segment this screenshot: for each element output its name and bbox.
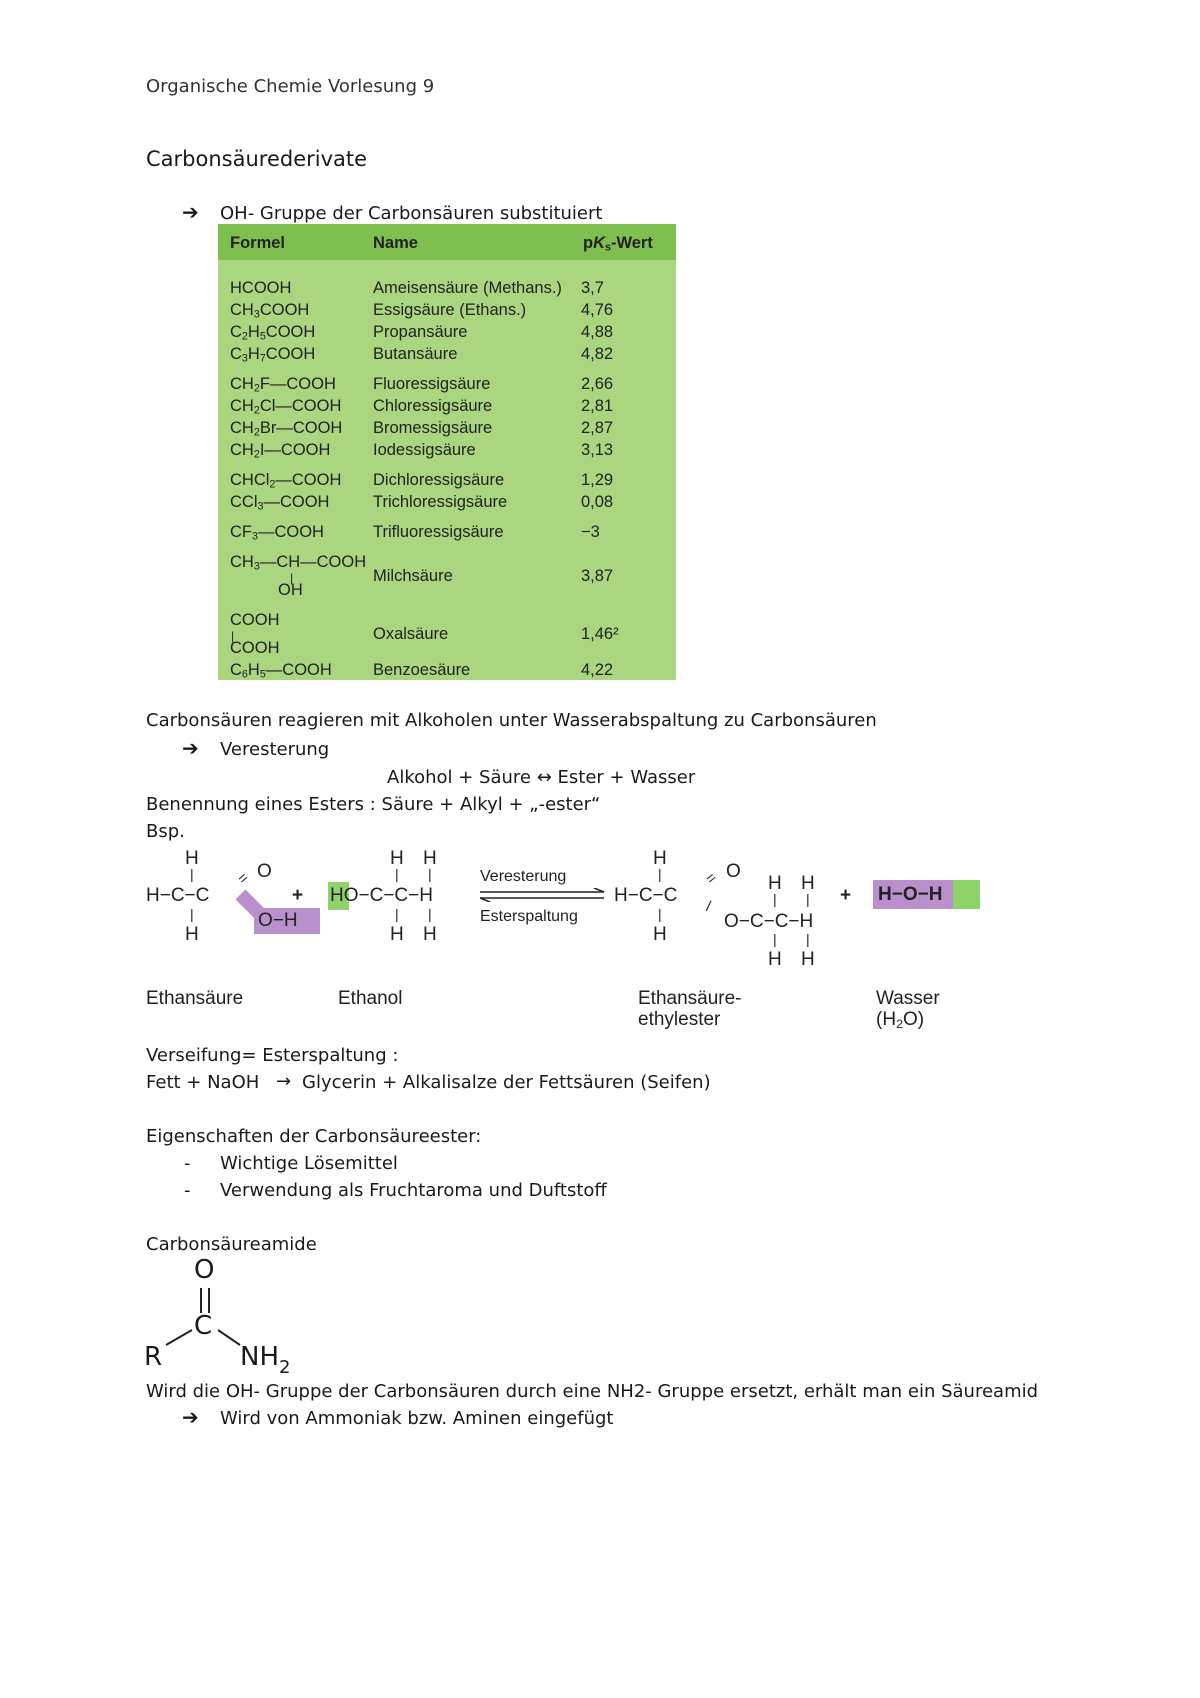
water-h-highlight <box>953 880 980 909</box>
section-title: Carbonsäurederivate <box>146 147 368 171</box>
table-row-name: Dichloressigsäure <box>373 471 505 489</box>
col-header-formel: Formel <box>230 234 286 252</box>
table-row-name: Benzoesäure <box>373 661 471 679</box>
fett-right: Glycerin + Alkalisalze der Fettsäuren (Seifen) <box>302 1072 711 1093</box>
table-row-formel: $C_2H_5COOH$ <box>230 323 316 343</box>
table-row-pks: 2,66 <box>581 375 614 393</box>
arrow-bullet-icon: ➔ <box>182 736 199 760</box>
bond-vertical: | <box>658 866 662 882</box>
label-ester-2: ethylester <box>638 1009 721 1030</box>
dash-bullet-icon: - <box>184 1180 191 1201</box>
amide-nh: NH <box>240 1342 279 1372</box>
label-wasser: Wasser <box>876 988 940 1009</box>
table-row-formel: $C_3H_7COOH$ <box>230 345 316 365</box>
bullet-text-2: Veresterung <box>220 739 330 760</box>
table-row-name: Milchsäure <box>373 567 453 585</box>
eigenschaft-item: Verwendung als Fruchtaroma und Duftstoff <box>220 1180 607 1201</box>
atom-o: O <box>726 861 741 882</box>
arrow-right-icon: → <box>276 1071 292 1092</box>
table-row-name: Propansäure <box>373 323 468 341</box>
table-row-pks: −3 <box>581 523 600 541</box>
bond-vertical: | <box>806 891 810 907</box>
table-row-formel: CCl$_3$—COOH <box>230 493 330 513</box>
atom-h: H <box>423 848 437 869</box>
table-row-formel: $CH_2Cl—COOH$ <box>230 397 342 417</box>
bullet-text-1: OH- Gruppe der Carbonsäuren substituiert <box>220 203 603 224</box>
acid-chain: H−C−C <box>146 885 210 906</box>
equation-text: Alkohol + Säure ↔ Ester + Wasser <box>387 767 696 788</box>
table-row-pks: 3,87 <box>581 567 614 585</box>
bond-vertical: | <box>428 906 432 922</box>
table-row-name: Iodessigsäure <box>373 441 476 459</box>
table-row-formel: HCOOH <box>230 279 292 297</box>
table-row-name: Trifluoressigsäure <box>373 523 504 541</box>
bond-vertical: | <box>190 906 194 922</box>
bond-vertical: | <box>190 866 194 882</box>
table-row-formel-oh: OH <box>278 581 303 599</box>
table-row-pks: 4,82 <box>581 345 614 363</box>
table-row-name: Oxalsäure <box>373 625 449 643</box>
col-header-pks: $pK_s$-Wert <box>583 234 653 254</box>
table-row-pks: 4,88 <box>581 323 614 341</box>
bullet-text-3: Wird von Ammoniak bzw. Aminen eingefügt <box>220 1408 614 1429</box>
atom-h: H <box>423 924 437 945</box>
table-row-pks: 0,08 <box>581 493 614 511</box>
fett-left: Fett + NaOH <box>146 1072 260 1093</box>
water-formula: H−O−H <box>878 884 943 905</box>
bond-vertical: | <box>395 906 399 922</box>
ester-chain: H−C−C <box>614 885 678 906</box>
dash-bullet-icon: - <box>184 1153 191 1174</box>
table-row-pks: 3,13 <box>581 441 614 459</box>
label-ester-1: Ethansäure- <box>638 988 742 1009</box>
table-row-formel: $CF_3—COOH$ <box>230 523 324 543</box>
amide-atom-r: R <box>144 1342 163 1372</box>
table-row-formel: CHCl$_2$—COOH <box>230 471 342 491</box>
atom-h: H <box>768 873 782 894</box>
bond-vertical: | <box>773 891 777 907</box>
table-row-name: Chloressigsäure <box>373 397 493 415</box>
table-row-pks: 1,29 <box>581 471 614 489</box>
table-row-pks: 4,22 <box>581 661 614 679</box>
eigenschaft-item: Wichtige Lösemittel <box>220 1153 398 1174</box>
double-bond: = <box>702 869 721 888</box>
plus-sign: + <box>840 885 852 906</box>
pks-table <box>218 224 676 680</box>
bond-vertical: | <box>773 931 777 947</box>
atom-h: H <box>185 924 199 945</box>
label-ethansaeure: Ethansäure <box>146 988 244 1009</box>
table-row-formel: $C_6H_5—COOH$ <box>230 661 332 681</box>
table-row-formel: $CH_2Br—COOH$ <box>230 419 343 439</box>
table-row-name: Butansäure <box>373 345 458 363</box>
bond-vertical: | <box>658 906 662 922</box>
amide-title: Carbonsäureamide <box>146 1234 317 1255</box>
amide-nh-sub: 2 <box>279 1357 291 1378</box>
ester-o-chain: O−C−C−H <box>724 911 814 932</box>
atom-h: H <box>801 949 815 970</box>
col-header-name: Name <box>373 234 418 252</box>
plus-sign: + <box>292 885 304 906</box>
arrow-bullet-icon: ➔ <box>182 1405 199 1429</box>
bond-vertical: | <box>806 931 810 947</box>
table-row-formel: COOH <box>230 639 280 657</box>
atom-h: H <box>390 848 404 869</box>
amide-atom-o: O <box>194 1255 215 1285</box>
table-row-formel: $CH_2F—COOH$ <box>230 375 336 395</box>
eigenschaften-title: Eigenschaften der Carbonsäureester: <box>146 1126 482 1147</box>
table-row-name: Essigsäure (Ethans.) <box>373 301 527 319</box>
naming-text: Benennung eines Esters : Säure + Alkyl + „-ester“ <box>146 794 601 815</box>
table-row-formel-branch: | <box>290 571 294 585</box>
acid-oh: O−H <box>258 910 298 931</box>
arrow-label-esterspaltung: Esterspaltung <box>480 908 578 925</box>
arrow-bullet-icon: ➔ <box>182 200 199 224</box>
bond-vertical: | <box>428 866 432 882</box>
table-row-pks: 1,46² <box>581 625 619 643</box>
double-bond: = <box>234 869 253 888</box>
atom-h: H <box>653 924 667 945</box>
table-row-pks: 2,81 <box>581 397 614 415</box>
atom-h: H <box>185 848 199 869</box>
table-row-formel: $CH_2I—COOH$ <box>230 441 331 461</box>
table-row-name: Fluoressigsäure <box>373 375 491 393</box>
amide-structure <box>140 1255 310 1378</box>
label-ethanol: Ethanol <box>338 988 403 1009</box>
atom-h: H <box>390 924 404 945</box>
arrow-label-veresterung: Veresterung <box>480 868 567 885</box>
verseifung-title: Verseifung= Esterspaltung : <box>146 1045 399 1066</box>
ethanol-chain: HO−C−C−H <box>330 885 433 906</box>
amide-atom-n <box>240 1342 291 1378</box>
equilibrium-arrow-icon <box>478 888 608 902</box>
label-h2o: $(H_2O)$ <box>876 1009 925 1032</box>
table-row-pks: 4,76 <box>581 301 614 319</box>
table-row-formel: $CH_3COOH$ <box>230 301 310 321</box>
table-row-pks: 3,7 <box>581 279 604 297</box>
table-row-pks: 2,87 <box>581 419 614 437</box>
table-row-name: Trichloressigsäure <box>373 493 508 511</box>
amide-text: Wird die OH- Gruppe der Carbonsäuren durch eine NH2- Gruppe ersetzt, erhält man ein Säureamid <box>146 1381 1039 1402</box>
paragraph-reaction: Carbonsäuren reagieren mit Alkoholen unter Wasserabspaltung zu Carbonsäuren <box>146 710 877 731</box>
atom-o: O <box>257 861 272 882</box>
atom-h: H <box>768 949 782 970</box>
amide-atom-c: C <box>194 1311 213 1341</box>
atom-h: H <box>653 848 667 869</box>
table-row-name: Ameisensäure (Methans.) <box>373 279 562 297</box>
atom-h: H <box>801 873 815 894</box>
bond-vertical: | <box>395 866 399 882</box>
page-header: Organische Chemie Vorlesung 9 <box>146 76 435 97</box>
table-row-formel: COOH <box>230 611 280 629</box>
table-row-formel-branch: | <box>231 629 235 643</box>
table-row-formel: $CH_3—CH—COOH$ <box>230 553 367 573</box>
example-label: Bsp. <box>146 821 185 842</box>
table-row-name: Bromessigsäure <box>373 419 493 437</box>
bond-diagonal: \ <box>701 898 716 915</box>
